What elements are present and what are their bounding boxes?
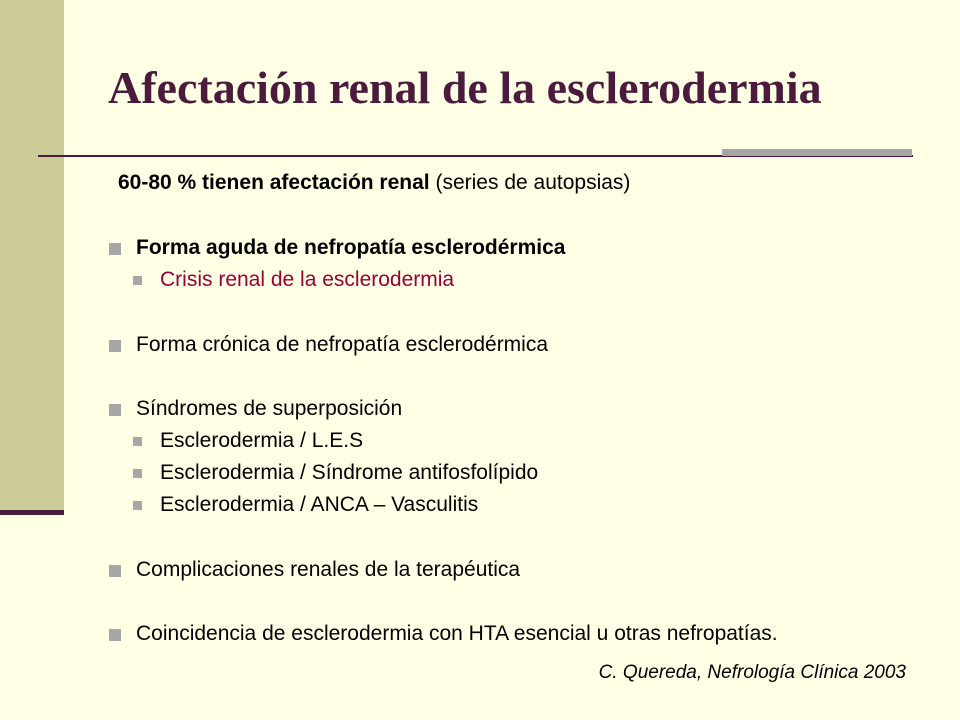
bullet-item-chronic-form: [118, 333, 878, 356]
square-bullet-icon: [109, 404, 121, 416]
sub-bullet-item-renal-crisis: [160, 268, 860, 291]
square-bullet-icon: [109, 243, 121, 255]
bullet-text: Forma crónica de nefropatía esclerodérmica: [136, 333, 549, 356]
bullet-text: Forma aguda de nefropatía esclerodérmica: [136, 236, 566, 259]
bullet-item-coincidence: [118, 622, 838, 645]
lead-line: [118, 170, 630, 196]
bullet-item-overlap-syndromes: [118, 397, 878, 420]
sub-bullet-item-anca: [160, 493, 860, 516]
sub-bullet-item-antiphospholipid: [160, 461, 860, 484]
square-bullet-icon: [133, 437, 142, 446]
square-bullet-icon: [109, 565, 121, 577]
square-bullet-icon: [133, 276, 142, 285]
lead-bold: 60-80 % tienen afectación renal: [118, 171, 430, 194]
sub-bullet-text: Esclerodermia / Síndrome antifosfolípido: [160, 461, 539, 484]
lead-normal: (series de autopsias): [429, 171, 631, 194]
square-bullet-icon: [109, 629, 121, 641]
bullet-text: Complicaciones renales de la terapéutica: [136, 558, 521, 581]
sub-bullet-text: Esclerodermia / ANCA – Vasculitis: [160, 493, 479, 516]
bullet-text: Síndromes de superposición: [136, 397, 403, 420]
square-bullet-icon: [133, 469, 142, 478]
square-bullet-icon: [133, 501, 142, 510]
bullet-item-therapy-complications: [118, 558, 878, 581]
bullet-text: Coincidencia de esclerodermia con HTA esencial u otras nefropatías.: [136, 622, 778, 645]
bullet-item-acute-form: [118, 236, 878, 259]
left-decorative-band: [0, 0, 64, 512]
citation: C. Quereda, Nefrología Clínica 2003: [598, 662, 906, 683]
left-band-rule: [0, 510, 64, 515]
sub-bullet-text: Crisis renal de la esclerodermia: [160, 268, 455, 291]
sub-bullet-item-les: [160, 429, 860, 452]
sub-bullet-text: Esclerodermia / L.E.S: [160, 429, 364, 452]
slide-title: Afectación renal de la esclerodermia: [108, 62, 822, 113]
square-bullet-icon: [109, 340, 121, 352]
title-underline-accent: [722, 149, 912, 156]
